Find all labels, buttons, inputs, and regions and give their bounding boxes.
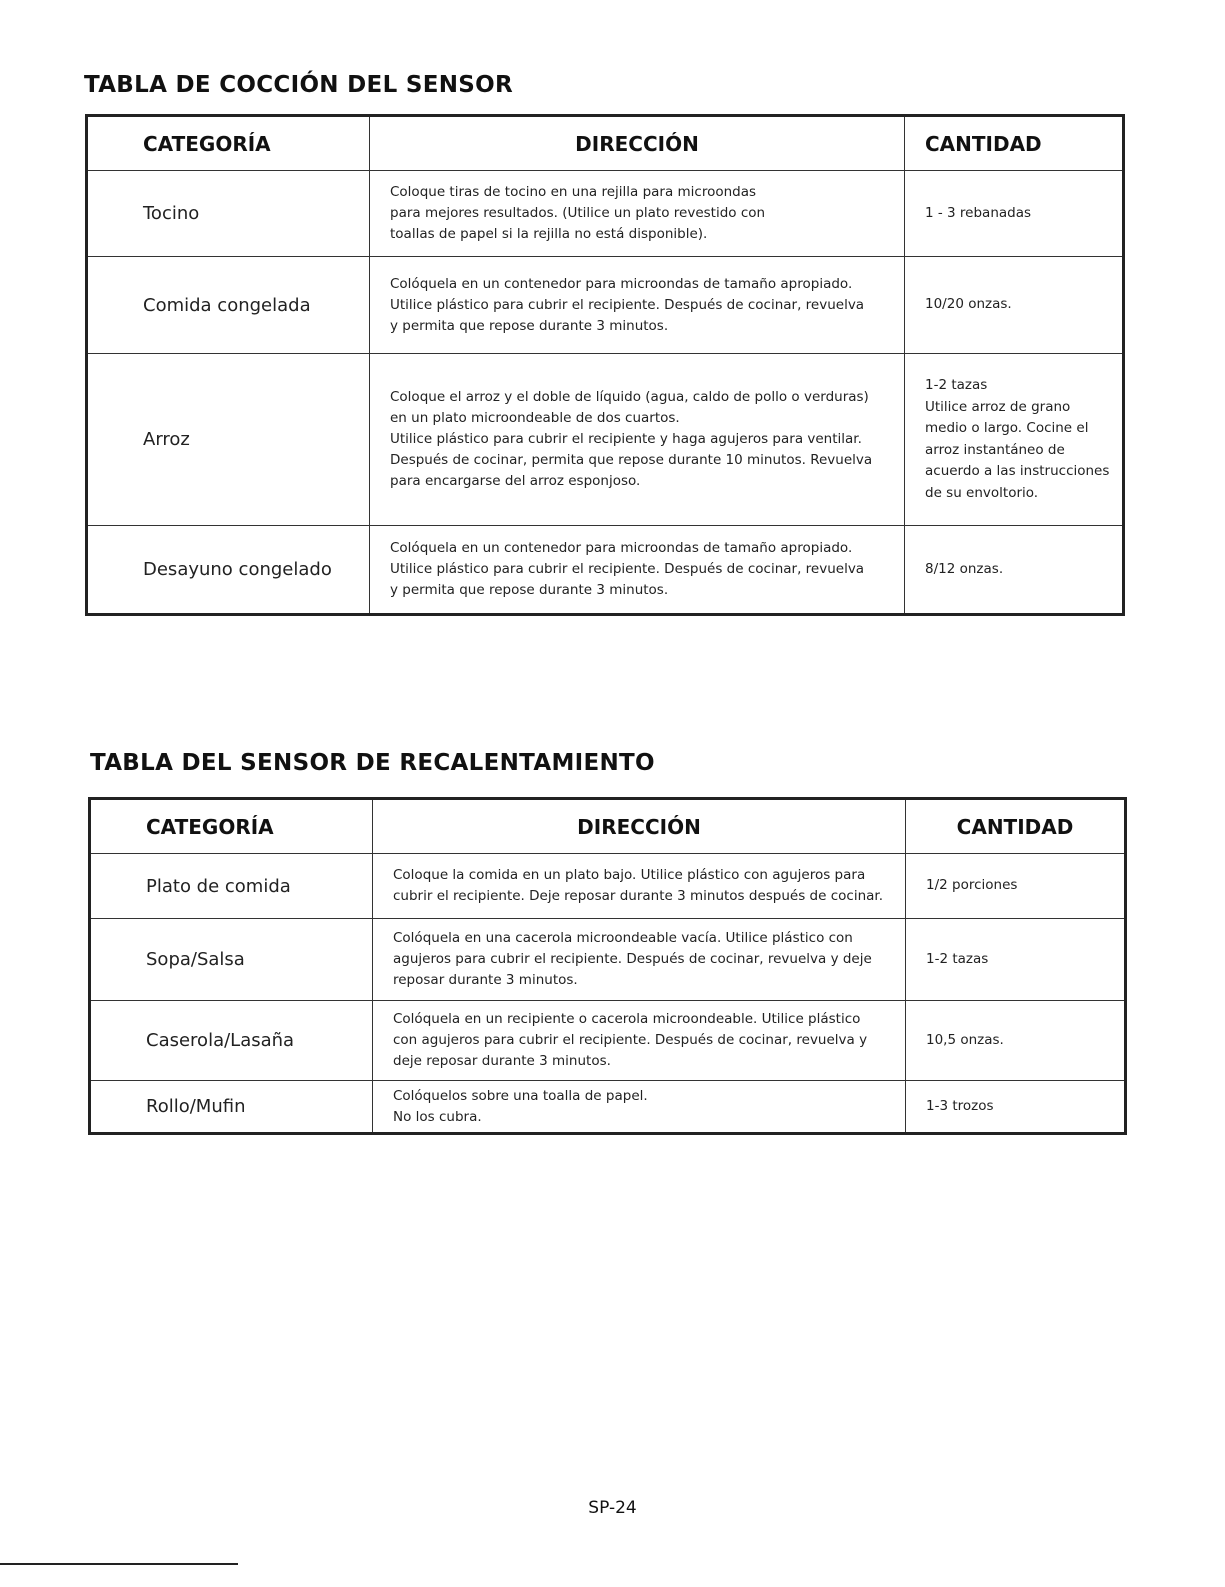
category-cell: Arroz [87,354,370,526]
direction-cell [373,1001,906,1081]
quantity-cell [905,526,1124,615]
direction-line: y permita que repose durante 3 minutos. [390,317,669,334]
quantity-line: 1-2 tazas [926,950,989,967]
direction-line: Colóquela en un contenedor para microondas de tamaño apropiado. [390,540,853,556]
direction-line: reposar durante 3 minutos. [393,972,578,988]
table-row [87,354,1124,526]
quantity-cell [906,854,1126,919]
quantity-cell [905,354,1124,526]
category-cell: Plato de comida [90,854,373,919]
quantity-line: Utilice arroz de grano [925,398,1071,415]
table-row [90,854,1126,919]
quantity-line: acuerdo a las instrucciones [925,463,1110,479]
direction-line: para mejores resultados. (Utilice un plato revestido con [390,205,766,221]
quantity-cell [906,1001,1126,1081]
direction-line: Después de cocinar, permita que repose durante 10 minutos. Revuelva [390,452,873,468]
table-row [87,257,1124,354]
quantity-line: arroz instantáneo de [925,441,1065,458]
direction-line: agujeros para cubrir el recipiente. Después de cocinar, revuelva y deje [393,951,872,967]
direction-line: en un plato microondeable de dos cuartos. [390,410,680,426]
sensor-cooking-table [85,114,1125,616]
category-cell: Tocino [87,171,370,257]
table-row [87,171,1124,257]
direction-line: Utilice plástico para cubrir el recipiente. Después de cocinar, revuelva [390,296,865,313]
reheat-sensor-table [88,797,1127,1135]
direction-line: Coloque la comida en un plato bajo. Utilice plástico con agujeros para [393,867,866,883]
direction-line: toallas de papel si la rejilla no está disponible). [390,226,708,242]
direction-line: con agujeros para cubrir el recipiente. Después de cocinar, revuelva y [393,1032,868,1048]
category-cell: Desayuno congelado [87,526,370,615]
direction-line: No los cubra. [393,1108,482,1125]
direction-line: Coloque el arroz y el doble de líquido (agua, caldo de pollo o verduras) [390,389,869,405]
header-quantity: CANTIDAD [906,799,1126,854]
table-header-row [87,116,1124,171]
direction-cell [370,257,905,354]
quantity-line: 8/12 onzas. [925,560,1004,577]
quantity-line: de su envoltorio. [925,484,1039,501]
header-direction: DIRECCIÓN [373,799,906,854]
direction-cell [373,1081,906,1134]
direction-cell [373,854,906,919]
direction-cell [370,526,905,615]
quantity-cell [906,919,1126,1001]
table-header-row [90,799,1126,854]
direction-line: para encargarse del arroz esponjoso. [390,473,641,489]
quantity-line: medio o largo. Cocine el [925,420,1089,436]
quantity-line: 1 - 3 rebanadas [925,204,1032,221]
quantity-cell [906,1081,1126,1134]
header-category: CATEGORÍA [87,116,370,171]
direction-line: Colóquela en una cacerola microondeable vacía. Utilice plástico con [393,930,853,946]
quantity-line: 1/2 porciones [926,877,1018,894]
scan-edge-line [0,1563,238,1565]
direction-cell [370,354,905,526]
sensor-cooking-title: TABLA DE COCCIÓN DEL SENSOR [84,72,513,98]
table-row [87,526,1124,615]
direction-line: Colóquela en un contenedor para microondas de tamaño apropiado. [390,275,853,292]
category-cell: Caserola/Lasaña [90,1001,373,1081]
reheat-sensor-title: TABLA DEL SENSOR DE RECALENTAMIENTO [90,750,655,776]
table-row [90,1081,1126,1134]
table-row [90,1001,1126,1081]
direction-line: cubrir el recipiente. Deje reposar durante 3 minutos después de cocinar. [393,888,884,904]
page-number: SP-24 [588,1498,637,1518]
direction-line: Coloque tiras de tocino en una rejilla para microondas [390,184,757,200]
direction-line: Utilice plástico para cubrir el recipiente y haga agujeros para ventilar. [390,431,862,447]
direction-cell [373,919,906,1001]
quantity-line: 1-2 tazas [925,377,988,393]
quantity-line: 1-3 trozos [926,1097,994,1114]
direction-line: Colóquela en un recipiente o cacerola microondeable. Utilice plástico [393,1011,861,1027]
table-row [90,919,1126,1001]
direction-line: Utilice plástico para cubrir el recipiente. Después de cocinar, revuelva [390,561,865,577]
quantity-cell [905,257,1124,354]
category-cell: Comida congelada [87,257,370,354]
direction-line: deje reposar durante 3 minutos. [393,1053,611,1069]
quantity-line: 10,5 onzas. [926,1031,1004,1048]
header-direction: DIRECCIÓN [370,116,905,171]
direction-line: y permita que repose durante 3 minutos. [390,582,669,598]
category-cell: Rollo/Mufin [90,1081,373,1134]
header-quantity: CANTIDAD [905,116,1124,171]
direction-line: Colóquelos sobre una toalla de papel. [393,1087,648,1104]
direction-cell [370,171,905,257]
quantity-line: 10/20 onzas. [925,296,1012,313]
header-category: CATEGORÍA [90,799,373,854]
category-cell: Sopa/Salsa [90,919,373,1001]
quantity-cell [905,171,1124,257]
